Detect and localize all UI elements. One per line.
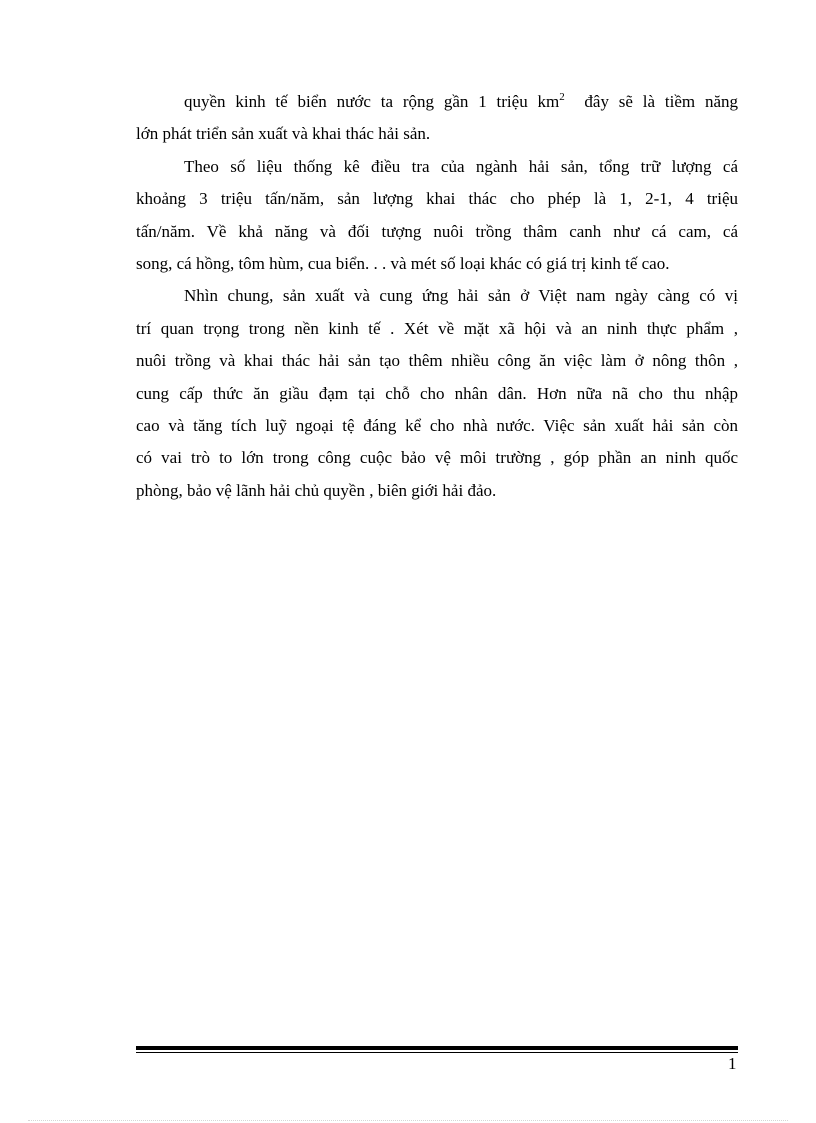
footer-rule-thin (136, 1052, 738, 1053)
page-edge-divider (28, 1120, 788, 1121)
text-line: song, cá hồng, tôm hùm, cua biển. . . và mét số loại khác có giá trị kinh tế cao. (136, 254, 670, 274)
text-line: Theo số liệu thống kê điều tra của ngành hải sản, tổng trữ lượng cá (184, 156, 738, 176)
text-line: có vai trò to lớn trong công cuộc bảo vệ môi trường , góp phần an ninh quốc (136, 448, 738, 468)
text-line: tấn/năm. Về khả năng và đối tượng nuôi trồng thâm canh như cá cam, cá (136, 221, 738, 241)
text-line: nuôi trồng và khai thác hải sản tạo thêm nhiều công ăn việc làm ở nông thôn , (136, 351, 738, 371)
text-line: cao và tăng tích luỹ ngoại tệ đáng kể cho nhà nước. Việc sản xuất hải sản còn (136, 416, 738, 436)
footer-rule-thick (136, 1046, 738, 1050)
document-body (136, 86, 738, 507)
superscript: 2 (559, 91, 565, 103)
text-line: phòng, bảo vệ lãnh hải chủ quyền , biên giới hải đảo. (136, 480, 497, 500)
paragraph-2 (136, 151, 738, 281)
text-line: lớn phát triển sản xuất và khai thác hải sản. (136, 124, 431, 144)
footer-divider (136, 1046, 738, 1053)
paragraph-3 (136, 280, 738, 507)
text-line: quyền kinh tế biển nước ta rộng gần 1 triệu $km^2$ đây sẽ là tiềm năng (184, 91, 738, 111)
text-line: cung cấp thức ăn giầu đạm tại chỗ cho nhân dân. Hơn nữa nã cho thu nhập (136, 383, 738, 403)
text-line: Nhìn chung, sản xuất và cung ứng hải sản ở Việt nam ngày càng có vị (184, 286, 738, 306)
text-line: khoảng 3 triệu tấn/năm, sản lượng khai thác cho phép là 1, 2-1, 4 triệu (136, 189, 738, 209)
page-number: 1 (728, 1054, 737, 1073)
paragraph-1 (136, 86, 738, 151)
text-line: trí quan trọng trong nền kinh tế . Xét về mặt xã hội và an ninh thực phẩm , (136, 318, 738, 338)
